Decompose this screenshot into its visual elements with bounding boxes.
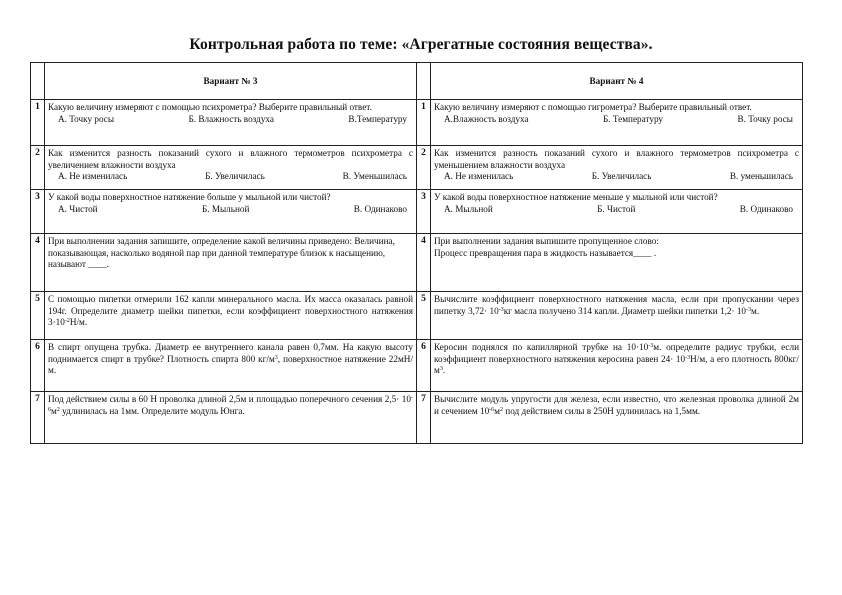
question-text: Процесс превращения пара в жидкость называется____ . xyxy=(434,247,657,258)
question-text: Как изменится разность показаний сухого и влажного термометров психрометра с уменьшением влажности воздуха xyxy=(434,148,799,170)
question-text: удлинилась на 1мм. Определите модуль Юнга. xyxy=(59,405,245,416)
answer-option: Б. Влажность воздуха xyxy=(188,113,274,124)
answer-option: А. Не изменилась xyxy=(58,171,128,182)
header-row xyxy=(31,63,803,100)
exponent: -2 xyxy=(64,318,70,325)
question-number: 1 xyxy=(31,100,45,146)
question-text: С помощью пипетки отмерили 162 капли минерального масла. Их масса оказалась равной 194г. Определите диаметр шейки пипетки, если коэффициент поверхностного натяжения 3·10 xyxy=(48,294,413,328)
question-number: 1 xyxy=(417,100,431,146)
answer-option: Б. Увеличилась xyxy=(205,171,265,182)
variant-3-heading: Вариант № 3 xyxy=(45,63,417,100)
question-cell xyxy=(45,146,417,190)
table-row xyxy=(31,146,803,190)
answer-option: А. Не изменилась xyxy=(444,171,514,182)
question-text: Вычислите модуль упругости для железа, если известно, что железная проволка длиной 2м и сечением 10 xyxy=(434,394,799,416)
table-row xyxy=(31,292,803,340)
question-number: 2 xyxy=(417,146,431,190)
question-number: 6 xyxy=(31,340,45,392)
question-cell xyxy=(45,234,417,292)
question-text: , поверхностное натяжение 22мН/м. xyxy=(48,353,413,376)
answer-option: В. Одинаково xyxy=(739,203,793,214)
exponent: 2 xyxy=(56,406,60,413)
question-number: 4 xyxy=(417,234,431,292)
question-number: 4 xyxy=(31,234,45,292)
question-number: 5 xyxy=(417,292,431,340)
question-text: У какой воды поверхностное натяжение меньше у мыльной или чистой? xyxy=(434,192,718,202)
answer-option: В. Точку росы xyxy=(737,113,793,124)
answer-option: А. Точку росы xyxy=(58,113,115,124)
question-number: 6 xyxy=(417,340,431,392)
question-cell xyxy=(45,392,417,444)
answer-options xyxy=(48,114,413,126)
question-text: кг масла получено 314 капли. Диаметр шейки пипетки 1,2· 10 xyxy=(503,305,747,316)
exponent: -6 xyxy=(489,406,495,413)
table-row xyxy=(31,190,803,234)
question-text: Н/м. xyxy=(69,317,88,328)
question-number: 5 xyxy=(31,292,45,340)
answer-options xyxy=(48,171,413,183)
answer-option: Б. Температуру xyxy=(603,113,664,124)
question-cell xyxy=(431,146,803,190)
exponent: -3 xyxy=(648,343,654,349)
exponent: 3 xyxy=(274,354,278,361)
question-text: Как изменится разность показаний сухого и влажного термометров психрометра с увеличением влажности воздуха xyxy=(48,148,413,170)
question-text: м. xyxy=(751,305,760,316)
question-number: 3 xyxy=(31,190,45,234)
question-text: При выполнении задания выпишите пропущенное слово: xyxy=(434,236,659,246)
test-table xyxy=(30,62,803,444)
answer-option: Б. Мыльной xyxy=(201,203,250,214)
table-row xyxy=(31,234,803,292)
answer-option: Б. Чистой xyxy=(597,203,636,214)
table-row xyxy=(31,340,803,392)
answer-option: В. Одинаково xyxy=(353,203,407,214)
page-title: Контрольная работа по теме: «Агрегатные состояния вещества». xyxy=(189,36,653,53)
answer-option: В. уменьшилась xyxy=(729,171,793,182)
exponent: -3 xyxy=(685,354,691,361)
exponent: -6 xyxy=(48,395,413,413)
answer-options xyxy=(434,171,799,183)
question-text: Н/м, а его плотность 800кг/м xyxy=(434,353,799,376)
answer-option: В. Уменьшилась xyxy=(342,171,407,182)
exponent: 3 xyxy=(439,366,443,373)
answer-option: А. Мыльной xyxy=(444,203,493,214)
question-cell xyxy=(45,190,417,234)
table-row xyxy=(31,392,803,444)
question-cell xyxy=(431,190,803,234)
question-number: 3 xyxy=(417,190,431,234)
question-number: 7 xyxy=(417,392,431,444)
question-number: 7 xyxy=(31,392,45,444)
question-cell xyxy=(45,292,417,340)
question-cell xyxy=(431,100,803,146)
table-row xyxy=(31,100,803,146)
question-cell xyxy=(431,392,803,444)
question-text: При выполнении задания запишите, определение какой величины приведено: Величина, показывающая, насколько водяной пар при данной температуре близок к насыщению, называют ____. xyxy=(48,236,395,270)
question-text: Какую величину измеряют с помощью гигрометра? Выберите правильный ответ. xyxy=(434,102,752,112)
question-text: У какой воды поверхностное натяжение больше у мыльной или чистой? xyxy=(48,192,331,202)
question-number: 2 xyxy=(31,146,45,190)
answer-option: А. Чистой xyxy=(58,203,98,214)
exponent: 2 xyxy=(500,406,503,413)
question-cell xyxy=(431,340,803,392)
answer-options xyxy=(48,204,413,216)
question-cell xyxy=(45,100,417,146)
question-cell xyxy=(45,340,417,392)
question-cell xyxy=(431,292,803,340)
question-text: м. определите радиус трубки, если коэффициент поверхностного натяжения керосина равен 24· 10 xyxy=(434,342,799,364)
answer-option: В.Температуру xyxy=(348,113,407,124)
question-cell xyxy=(431,234,803,292)
question-text: м xyxy=(494,405,500,416)
question-text: В спирт опущена трубка. Диаметр ее внутреннего канала равен 0,7мм. На какую высоту поднимается спирт в трубке? Плотность спирта 800 кг/м xyxy=(48,342,413,364)
variant-4-heading: Вариант № 4 xyxy=(431,63,803,100)
answer-options xyxy=(434,204,799,216)
exponent: -3 xyxy=(746,306,752,313)
question-text: м xyxy=(51,405,57,416)
question-text: Какую величину измеряют с помощью психрометра? Выберите правильный ответ. xyxy=(48,102,372,112)
answer-option: А.Влажность воздуха xyxy=(444,113,529,124)
question-text: Керосин поднялся по капиллярной трубке на 10·10 xyxy=(434,342,649,352)
answer-option: Б. Увеличилась xyxy=(591,171,652,182)
question-text: Под действием силы в 60 Н проволка длиной 2,5м и площадью поперечного сечения 2,5· 10 xyxy=(48,394,411,404)
question-text: . xyxy=(442,365,446,376)
exponent: -3 xyxy=(498,306,504,313)
question-text: Вычислите коэффициент поверхностного натяжения масла, если при пропускании через пипетку 3,72· 10 xyxy=(434,294,799,316)
answer-options xyxy=(434,114,799,126)
question-text: под действием силы в 250Н удлинилась на 1,5мм. xyxy=(503,405,701,416)
